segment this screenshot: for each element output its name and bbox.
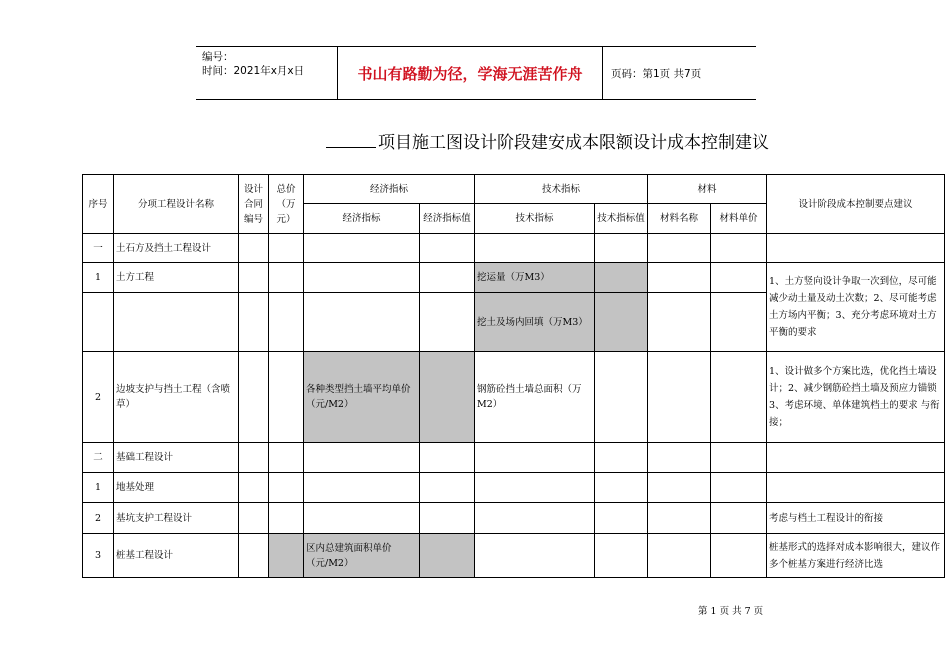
cost-control-table	[82, 174, 945, 578]
header-material-price: 材料单价	[711, 204, 767, 234]
header-item-name: 分项工程设计名称	[114, 175, 239, 234]
row-advice: 1、土方竖向设计争取一次到位，尽可能减少动土量及动土次数；2、尽可能考虑土方场内平衡；3、充分考虑环境对土方平衡的要求	[767, 263, 945, 352]
row-name: 桩基工程设计	[114, 534, 239, 578]
row-econ: 区内总建筑面积单价（元/M2）	[304, 534, 420, 578]
table-header-row	[83, 175, 945, 204]
row-seq: 2	[83, 352, 114, 443]
header-meta	[196, 47, 338, 99]
header-econ-group: 经济指标	[304, 175, 475, 204]
table-row	[83, 473, 945, 503]
row-seq: 一	[83, 234, 114, 263]
row-advice: 考虑与档土工程设计的衔接	[767, 503, 945, 534]
row-name: 土石方及挡土工程设计	[114, 234, 239, 263]
row-name: 土方工程	[114, 263, 239, 293]
time-label: 时间：2021年x月x日	[202, 65, 305, 77]
header-total: 总价（万元）	[269, 175, 304, 234]
row-econ: 各种类型挡土墙平均单价（元/M2）	[304, 352, 420, 443]
row-seq: 1	[83, 473, 114, 503]
document-title	[326, 128, 769, 153]
header-material-name: 材料名称	[648, 204, 711, 234]
header-econ-val: 经济指标值	[420, 204, 475, 234]
row-seq: 3	[83, 534, 114, 578]
table-row	[83, 263, 945, 293]
table-row	[83, 352, 945, 443]
header-tech-group: 技术指标	[475, 175, 648, 204]
table-row	[83, 443, 945, 473]
page-footer: 第 1 页 共 7 页	[698, 606, 764, 617]
page-header	[196, 46, 756, 100]
header-material-group: 材料	[648, 175, 767, 204]
code-label: 编号：	[202, 51, 234, 63]
row-tech: 挖运量（万M3）	[475, 263, 595, 293]
header-seq: 序号	[83, 175, 114, 234]
row-name: 边坡支护与挡土工程（含喷草）	[114, 352, 239, 443]
row-name: 基坑支护工程设计	[114, 503, 239, 534]
table-row	[83, 234, 945, 263]
row-advice: 桩基形式的选择对成本影响很大，建议作多个桩基方案进行经济比选	[767, 534, 945, 578]
header-slogan: 书山有路勤为径，学海无涯苦作舟	[338, 47, 603, 99]
header-tech-val: 技术指标值	[595, 204, 648, 234]
header-contract: 设计合同编号	[239, 175, 269, 234]
row-tech: 挖土及场内回填（万M3）	[475, 293, 595, 352]
row-seq: 二	[83, 443, 114, 473]
row-seq: 1	[83, 263, 114, 293]
row-seq: 2	[83, 503, 114, 534]
row-advice: 1、设计做多个方案比选，优化挡土墙设计；2、减少钢筋砼挡土墙及预应力锚锁 3、考虑环境、单体建筑档土的要求 与衔接；	[767, 352, 945, 443]
table-row	[83, 534, 945, 578]
table-row	[83, 503, 945, 534]
row-tech: 钢筋砼挡土墙总面积（万M2）	[475, 352, 595, 443]
header-econ-sub: 经济指标	[304, 204, 420, 234]
row-name: 基础工程设计	[114, 443, 239, 473]
header-tech-sub: 技术指标	[475, 204, 595, 234]
row-name: 地基处理	[114, 473, 239, 503]
title-text: 项目施工图设计阶段建安成本限额设计成本控制建议	[378, 133, 769, 153]
header-page-info: 页码：第1页 共7页	[611, 67, 702, 80]
title-blank	[326, 133, 376, 148]
header-advice: 设计阶段成本控制要点建议	[767, 175, 945, 234]
